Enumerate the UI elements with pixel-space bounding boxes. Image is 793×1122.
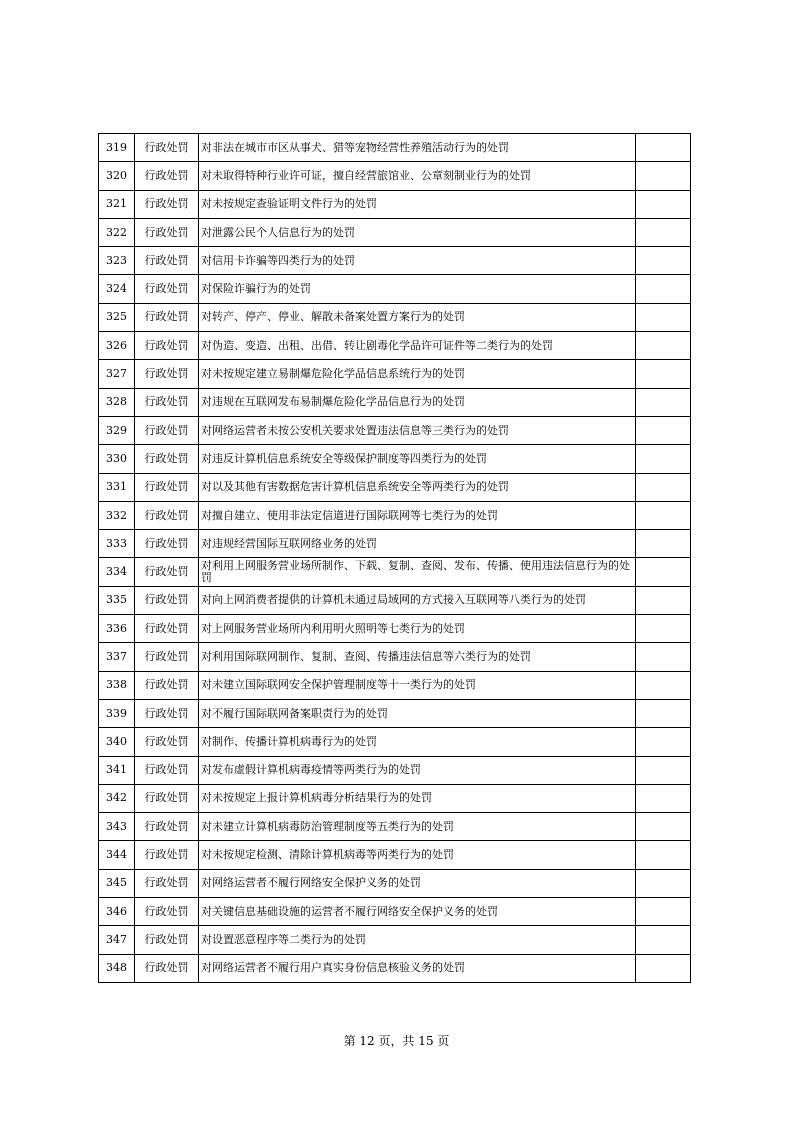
row-type: 行政处罚 — [135, 586, 199, 614]
row-number: 331 — [99, 473, 135, 501]
row-description: 对网络运营者不履行用户真实身份信息核验义务的处罚 — [201, 962, 465, 975]
row-remarks — [636, 473, 691, 501]
row-description-cell — [199, 218, 636, 246]
row-remarks — [636, 247, 691, 275]
row-description: 对未建立计算机病毒防治管理制度等五类行为的处罚 — [201, 820, 454, 833]
row-remarks — [636, 303, 691, 331]
table-row — [99, 586, 691, 614]
row-remarks — [636, 586, 691, 614]
row-number: 347 — [99, 926, 135, 954]
row-description-cell — [199, 841, 636, 869]
row-remarks — [636, 360, 691, 388]
row-number: 322 — [99, 218, 135, 246]
table-row — [99, 728, 691, 756]
row-description-cell — [199, 869, 636, 897]
row-type: 行政处罚 — [135, 898, 199, 926]
row-number: 324 — [99, 275, 135, 303]
table-row — [99, 784, 691, 812]
row-description: 对非法在城市市区从事犬、猎等宠物经营性养殖活动行为的处罚 — [201, 141, 509, 154]
table-row — [99, 615, 691, 643]
row-description-cell — [199, 190, 636, 218]
row-type: 行政处罚 — [135, 218, 199, 246]
row-type: 行政处罚 — [135, 558, 199, 586]
row-number: 342 — [99, 784, 135, 812]
row-remarks — [636, 926, 691, 954]
row-description-cell — [199, 360, 636, 388]
row-remarks — [636, 699, 691, 727]
row-type: 行政处罚 — [135, 784, 199, 812]
row-description: 对保险诈骗行为的处罚 — [201, 283, 311, 296]
row-description: 对以及其他有害数据危害计算机信息系统安全等两类行为的处罚 — [201, 481, 509, 494]
row-number: 332 — [99, 501, 135, 529]
row-description-cell — [199, 473, 636, 501]
table-row — [99, 954, 691, 982]
row-remarks — [636, 162, 691, 190]
row-number: 326 — [99, 332, 135, 360]
row-remarks — [636, 218, 691, 246]
row-type: 行政处罚 — [135, 869, 199, 897]
row-number: 319 — [99, 134, 135, 162]
row-description-cell — [199, 388, 636, 416]
row-type: 行政处罚 — [135, 643, 199, 671]
row-number: 337 — [99, 643, 135, 671]
table-row — [99, 247, 691, 275]
row-description: 对信用卡诈骗等四类行为的处罚 — [201, 254, 355, 267]
row-description: 对关键信息基础设施的运营者不履行网络安全保护义务的处罚 — [201, 905, 498, 918]
row-number: 323 — [99, 247, 135, 275]
row-number: 328 — [99, 388, 135, 416]
row-description: 对转产、停产、停业、解散未备案处置方案行为的处罚 — [201, 311, 465, 324]
table-row — [99, 134, 691, 162]
row-description-cell — [199, 332, 636, 360]
row-remarks — [636, 671, 691, 699]
row-number: 330 — [99, 445, 135, 473]
row-remarks — [636, 134, 691, 162]
table-row — [99, 388, 691, 416]
row-remarks — [636, 332, 691, 360]
row-type: 行政处罚 — [135, 615, 199, 643]
row-type: 行政处罚 — [135, 728, 199, 756]
row-description-cell — [199, 530, 636, 558]
table-row — [99, 869, 691, 897]
row-description: 对违规在互联网发布易制爆危险化学品信息行为的处罚 — [201, 396, 465, 409]
table-row — [99, 530, 691, 558]
row-description: 对违规经营国际互联网络业务的处罚 — [201, 537, 377, 550]
row-remarks — [636, 501, 691, 529]
row-description: 对网络运营者不履行网络安全保护义务的处罚 — [201, 877, 421, 890]
row-description-cell — [199, 926, 636, 954]
table-row — [99, 218, 691, 246]
table-row — [99, 303, 691, 331]
row-number: 336 — [99, 615, 135, 643]
row-type: 行政处罚 — [135, 416, 199, 444]
row-type: 行政处罚 — [135, 926, 199, 954]
row-remarks — [636, 756, 691, 784]
row-description-cell — [199, 728, 636, 756]
row-number: 339 — [99, 699, 135, 727]
row-number: 329 — [99, 416, 135, 444]
table-row — [99, 190, 691, 218]
row-number: 325 — [99, 303, 135, 331]
table-row — [99, 416, 691, 444]
row-type: 行政处罚 — [135, 388, 199, 416]
table-row — [99, 558, 691, 586]
table-row — [99, 643, 691, 671]
row-description: 对制作、传播计算机病毒行为的处罚 — [201, 735, 377, 748]
row-description-cell — [199, 247, 636, 275]
row-description-cell — [199, 756, 636, 784]
row-description-cell — [199, 416, 636, 444]
row-number: 333 — [99, 530, 135, 558]
row-number: 345 — [99, 869, 135, 897]
row-description-cell — [199, 558, 636, 586]
table-row — [99, 473, 691, 501]
row-description-cell — [199, 699, 636, 727]
table-row — [99, 445, 691, 473]
row-remarks — [636, 416, 691, 444]
row-description: 对未按规定查验证明文件行为的处罚 — [201, 198, 377, 211]
row-number: 344 — [99, 841, 135, 869]
row-description-cell — [199, 643, 636, 671]
row-description: 对未按规定检测、清除计算机病毒等两类行为的处罚 — [201, 849, 454, 862]
row-description: 对网络运营者未按公安机关要求处置违法信息等三类行为的处罚 — [201, 424, 509, 437]
row-description-cell — [199, 671, 636, 699]
row-type: 行政处罚 — [135, 530, 199, 558]
table-row — [99, 501, 691, 529]
table-row — [99, 360, 691, 388]
page-footer: 第 12 页，共 15 页 — [343, 1034, 450, 1048]
row-number: 338 — [99, 671, 135, 699]
row-description-cell — [199, 501, 636, 529]
row-description: 对不履行国际联网备案职责行为的处罚 — [201, 707, 388, 720]
row-remarks — [636, 388, 691, 416]
row-description: 对上网服务营业场所内利用明火照明等七类行为的处罚 — [201, 622, 465, 635]
row-type: 行政处罚 — [135, 756, 199, 784]
row-remarks — [636, 869, 691, 897]
row-description-cell — [199, 898, 636, 926]
row-type: 行政处罚 — [135, 190, 199, 218]
row-type: 行政处罚 — [135, 247, 199, 275]
row-type: 行政处罚 — [135, 445, 199, 473]
row-remarks — [636, 615, 691, 643]
table-row — [99, 699, 691, 727]
row-type: 行政处罚 — [135, 699, 199, 727]
row-description: 对利用国际联网制作、复制、查阅、传播违法信息等六类行为的处罚 — [201, 650, 531, 663]
table-row — [99, 898, 691, 926]
row-number: 346 — [99, 898, 135, 926]
row-description: 对违反计算机信息系统安全等级保护制度等四类行为的处罚 — [201, 452, 487, 465]
row-number: 320 — [99, 162, 135, 190]
table-row — [99, 756, 691, 784]
row-description-cell — [199, 162, 636, 190]
row-type: 行政处罚 — [135, 162, 199, 190]
row-description: 对擅自建立、使用非法定信道进行国际联网等七类行为的处罚 — [201, 509, 498, 522]
row-description-cell — [199, 586, 636, 614]
row-description-cell — [199, 445, 636, 473]
row-number: 335 — [99, 586, 135, 614]
table-row — [99, 671, 691, 699]
row-type: 行政处罚 — [135, 360, 199, 388]
row-number: 340 — [99, 728, 135, 756]
row-description-cell — [199, 954, 636, 982]
row-number: 321 — [99, 190, 135, 218]
document-table — [98, 133, 691, 983]
table-row — [99, 332, 691, 360]
row-type: 行政处罚 — [135, 841, 199, 869]
row-description: 对未建立国际联网安全保护管理制度等十一类行为的处罚 — [201, 679, 476, 692]
row-description: 对发布虚假计算机病毒疫情等两类行为的处罚 — [201, 764, 421, 777]
row-type: 行政处罚 — [135, 954, 199, 982]
row-type: 行政处罚 — [135, 501, 199, 529]
table-body — [99, 134, 691, 983]
row-remarks — [636, 784, 691, 812]
row-number: 341 — [99, 756, 135, 784]
row-remarks — [636, 558, 691, 586]
row-type: 行政处罚 — [135, 332, 199, 360]
row-description: 对未按规定上报计算机病毒分析结果行为的处罚 — [201, 792, 432, 805]
row-remarks — [636, 813, 691, 841]
row-type: 行政处罚 — [135, 275, 199, 303]
row-type: 行政处罚 — [135, 671, 199, 699]
row-remarks — [636, 275, 691, 303]
row-remarks — [636, 190, 691, 218]
table-row — [99, 275, 691, 303]
row-remarks — [636, 841, 691, 869]
row-remarks — [636, 643, 691, 671]
row-number: 334 — [99, 558, 135, 586]
row-description: 对利用上网服务营业场所制作、下载、复制、查阅、发布、传播、使用违法信息行为的处罚 — [201, 560, 630, 585]
row-description-cell — [199, 784, 636, 812]
row-description: 对向上网消费者提供的计算机未通过局域网的方式接入互联网等八类行为的处罚 — [201, 594, 586, 607]
row-remarks — [636, 898, 691, 926]
row-number: 348 — [99, 954, 135, 982]
row-description-cell — [199, 134, 636, 162]
row-description: 对未按规定建立易制爆危险化学品信息系统行为的处罚 — [201, 368, 465, 381]
row-description-cell — [199, 813, 636, 841]
row-remarks — [636, 954, 691, 982]
table-row — [99, 162, 691, 190]
table-row — [99, 841, 691, 869]
row-number: 327 — [99, 360, 135, 388]
row-remarks — [636, 530, 691, 558]
row-description-cell — [199, 615, 636, 643]
row-description: 对泄露公民个人信息行为的处罚 — [201, 226, 355, 239]
row-description-cell — [199, 275, 636, 303]
row-description: 对设置恶意程序等二类行为的处罚 — [201, 933, 366, 946]
row-number: 343 — [99, 813, 135, 841]
row-type: 行政处罚 — [135, 134, 199, 162]
row-description-cell — [199, 303, 636, 331]
row-remarks — [636, 728, 691, 756]
row-remarks — [636, 445, 691, 473]
row-description: 对未取得特种行业许可证，擅自经营旅馆业、公章刻制业行为的处罚 — [201, 169, 531, 182]
row-type: 行政处罚 — [135, 813, 199, 841]
row-type: 行政处罚 — [135, 303, 199, 331]
row-description: 对伪造、变造、出租、出借、转让剧毒化学品许可证件等二类行为的处罚 — [201, 339, 553, 352]
table-row — [99, 926, 691, 954]
table-row — [99, 813, 691, 841]
row-type: 行政处罚 — [135, 473, 199, 501]
